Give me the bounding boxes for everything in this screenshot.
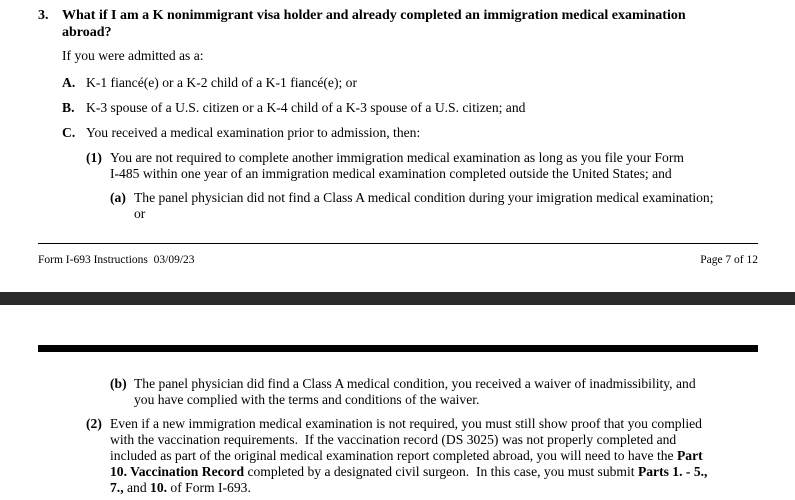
sub-item-2-line4: 10. Vaccination Record completed by a designated civil surgeon. In this case, you must submit Parts 1. - 5., xyxy=(110,464,708,479)
item-c-label: C. xyxy=(62,125,76,140)
item-b-label: B. xyxy=(62,100,75,115)
footer-form-info: Form I-693 Instructions 03/09/23 xyxy=(38,254,195,266)
footer-rule xyxy=(38,243,758,244)
question-heading-line2: abroad? xyxy=(62,25,112,40)
sub-item-1b-label: (b) xyxy=(110,376,127,391)
footer-page-number: Page 7 of 12 xyxy=(700,254,758,266)
sub-item-1a-line2: or xyxy=(134,206,146,221)
sub-item-1-label: (1) xyxy=(86,150,102,165)
sub-item-1-line2: I-485 within one year of an immigration medical examination completed outside the United States; and xyxy=(110,166,672,181)
intro-text: If you were admitted as a: xyxy=(62,48,204,63)
sub-item-1a-line1: The panel physician did not find a Class A medical condition during your imigration medical examination; xyxy=(134,190,714,205)
sub-item-2-line5: 7., and 10. of Form I-693. xyxy=(110,480,251,495)
sub-item-1-line1: You are not required to complete another immigration medical examination as long as you file your Form xyxy=(110,150,684,165)
item-a-text: K-1 fiancé(e) or a K-2 child of a K-1 fiancé(e); or xyxy=(86,75,357,90)
question-number: 3. xyxy=(38,8,49,23)
sub-item-2-line1: Even if a new immigration medical examination is not required, you must still show proof that you complied xyxy=(110,416,702,431)
item-a-label: A. xyxy=(62,75,76,90)
header-rule xyxy=(38,345,758,352)
sub-item-2-line3: included as part of the original medical examination report completed abroad, you will need to have the Part xyxy=(110,448,703,463)
item-b-text: K-3 spouse of a U.S. citizen or a K-4 child of a K-3 spouse of a U.S. citizen; and xyxy=(86,100,526,115)
sub-item-1b-line1: The panel physician did find a Class A medical condition, you received a waiver of inadmissibility, and xyxy=(134,376,696,391)
sub-item-1b-line2: you have complied with the terms and conditions of the waiver. xyxy=(134,392,480,407)
sub-item-1a-label: (a) xyxy=(110,190,126,205)
sub-item-2-label: (2) xyxy=(86,416,102,431)
sub-item-2-line2: with the vaccination requirements. If the vaccination record (DS 3025) was not properly completed and xyxy=(110,432,677,447)
document-page-8 xyxy=(0,305,795,500)
item-c-text: You received a medical examination prior to admission, then: xyxy=(86,125,421,140)
question-heading-line1: What if I am a K nonimmigrant visa holder and already completed an immigration medical examination xyxy=(62,8,686,23)
page-separator xyxy=(0,292,795,305)
